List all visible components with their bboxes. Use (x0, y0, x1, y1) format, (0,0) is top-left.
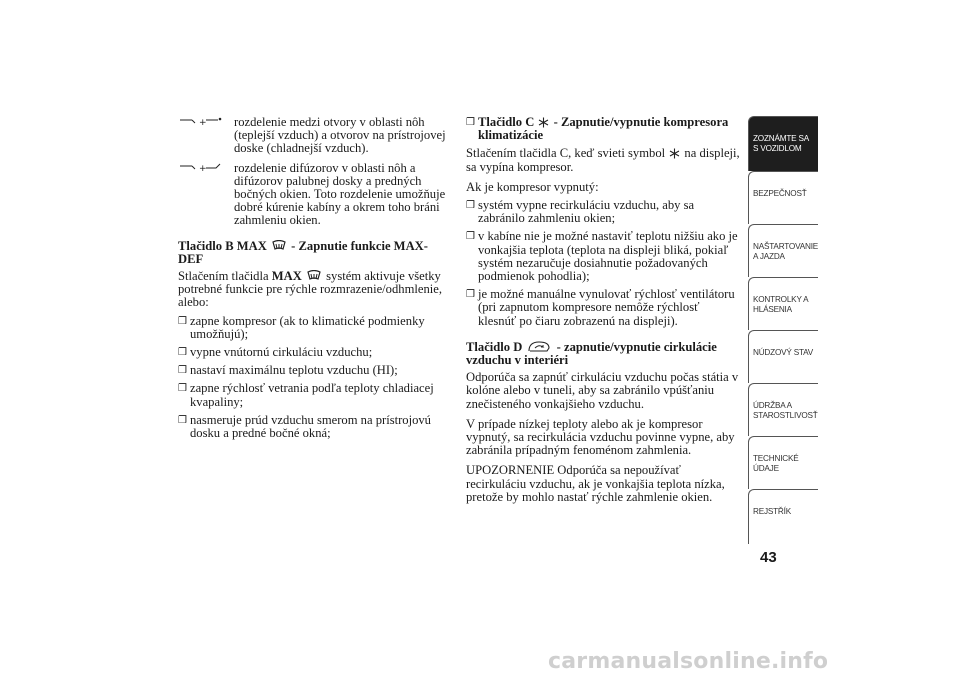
tab-emergency[interactable]: NÚDZOVÝ STAV (748, 330, 818, 383)
page-number: 43 (760, 549, 777, 566)
left-column (178, 116, 446, 445)
tab-index[interactable]: REJSTŘÍK (748, 489, 818, 544)
list-item: ❒ je možné manuálne vynulovať rýchlosť ventilátoru (pri zapnutom kompresore nemôže rýchlosť klesnúť po čiaru zobrazenú na displeji). (466, 287, 735, 328)
right-column (466, 116, 740, 511)
tab-safety[interactable]: BEZPEČNOSŤ (748, 171, 818, 224)
svg-text:+: + (199, 163, 207, 174)
compressor-text: Stlačením tlačidla C, keď svieti symbol na displeji, sa vypína kompresor. (466, 146, 740, 174)
air-distribution-feet-dash (178, 116, 446, 156)
recirculation-text: Odporúča sa zapnúť cirkuláciu vzduchu počas státia v kolóne alebo v tuneli, aby sa zabránilo vpúšťaniu znečisteného vonkajšieho vzduchu. (466, 370, 739, 411)
tab-technical-data[interactable]: TECHNICKÉ ÚDAJE (748, 436, 818, 489)
warning-text: UPOZORNENIE Odporúča sa nepoužívať recirkuláciu vzduchu, ak je vonkajšia teplota nízka, pretože by mohlo nastať rýchle zahmlenie okien. (466, 463, 725, 504)
heading-button-d: Tlačidlo D - zapnutie/vypnutie cirkulácie vzduchu v interiéri (466, 339, 717, 368)
max-def-intro: Stlačením tlačidla MAX systém aktivuje všetky potrebné funkcie pre rýchle rozmrazenie/odhmlenie, alebo: (178, 269, 442, 310)
list-item: ❒ nastaví maximálnu teplotu vzduchu (HI); (178, 363, 398, 378)
tab-maintenance[interactable]: ÚDRŽBA A STAROSTLIVOSŤ (748, 383, 818, 436)
heading-button-b: Tlačidlo B MAX - Zapnutie funkcie MAX-DEF (178, 238, 428, 266)
list-item: ❒ vypne vnútornú cirkuláciu vzduchu; (178, 345, 373, 360)
snowflake-icon (538, 117, 549, 128)
recirculation-icon (526, 340, 552, 353)
list-item: ❒ nasmeruje prúd vzduchu smerom na prístrojovú dosku a predné bočné okná; (178, 412, 431, 441)
list-item: ❒ systém vypne recirkuláciu vzduchu, aby sa zabránilo zahmleniu okien; (466, 198, 695, 226)
snowflake-icon (669, 148, 680, 159)
tab-warning-lights[interactable]: KONTROLKY A HLÁSENIA (748, 277, 818, 330)
feet-dash-distribution-icon (178, 116, 228, 128)
distribution-text: rozdelenie medzi otvory v oblasti nôh (teplejší vzduch) a otvorov na prístrojovej doske (chladnejší vzduch). (234, 115, 446, 156)
tab-starting-driving[interactable]: NAŠTARTOVANIE A JAZDA (748, 224, 818, 277)
distribution-text: rozdelenie difúzorov v oblasti nôh a difúzorov palubnej dosky a predných bočných okien. Toto rozdelenie umožňuje dobré kúrenie kabíny a okrem toho bráni zahmleniu okien. (234, 160, 446, 228)
watermark: carmanualsonline.info (548, 649, 829, 674)
air-distribution-feet-windows (178, 162, 446, 228)
tab-getting-to-know[interactable]: ZOZNÁMTE SA S VOZIDLOM (748, 116, 818, 171)
list-item: ❒ zapne rýchlosť vetrania podľa teploty chladiacej kvapaliny; (178, 381, 434, 409)
recirculation-text: V prípade nízkej teploty alebo ak je kompresor vypnutý, sa recirkulácia vzduchu povinne vypne, aby zabránila prípadným fenoménom zahmlenia. (466, 416, 735, 458)
compressor-off-intro: Ak je kompresor vypnutý: (466, 179, 599, 194)
defrost-icon (306, 270, 322, 282)
list-item: ❒ zapne kompresor (ak to klimatické podmienky umožňujú); (178, 313, 425, 341)
feet-windows-distribution-icon (178, 162, 228, 174)
defrost-icon (271, 240, 287, 252)
list-item: ❒ v kabíne nie je možné nastaviť teplotu nižšiu ako je vonkajšia teplota (teplota na displeji bliká, pokiaľ systém nezaručuje dosiahnutie požadovaných podmienok pohodlia); (466, 229, 738, 284)
svg-text:+: + (199, 118, 207, 128)
heading-button-c: ❒ Tlačidlo C - Zapnutie/vypnutie kompresora klimatizácie (466, 115, 729, 143)
